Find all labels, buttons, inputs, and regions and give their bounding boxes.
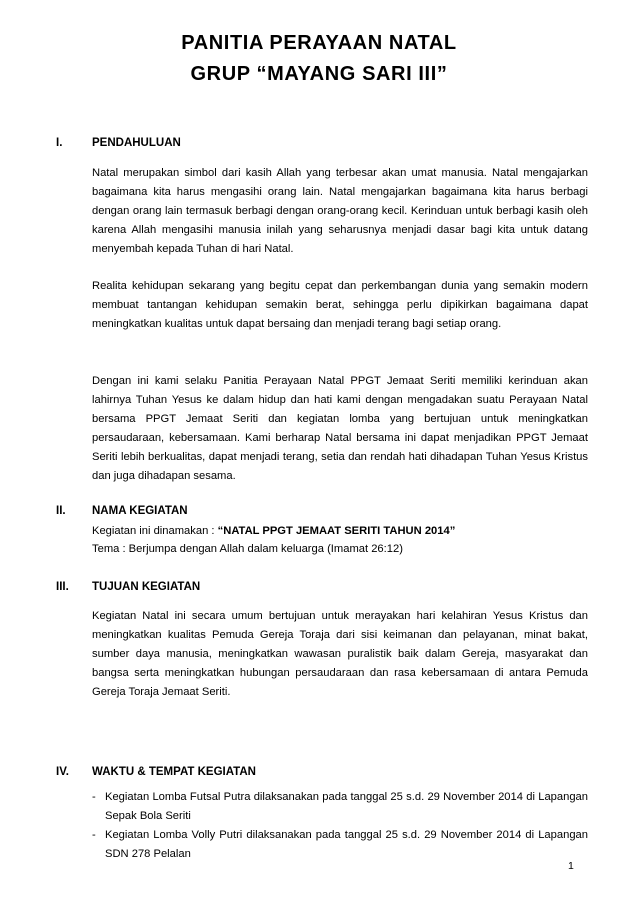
bullet-dash: - <box>92 791 96 803</box>
activity-theme: Tema : Berjumpa dengan Allah dalam keluarga (Imamat 26:12) <box>92 543 403 555</box>
page-number: 1 <box>568 860 574 872</box>
activity-name-value: “NATAL PPGT JEMAAT SERITI TAHUN 2014” <box>217 525 456 537</box>
list-item-text: Kegiatan Lomba Volly Putri dilaksanakan pada tanggal 25 s.d. 29 November 2014 di Lapangan SDN 278 Pelalan <box>105 829 588 860</box>
paragraph: Natal merupakan simbol dari kasih Allah yang terbesar akan umat manusia. Natal mengajarkan bagaimana kita harus mengasihi orang lain. Natal mengajarkan bagaimana kita harus berbagi dengan orang lain termasuk berbagi dengan orang-orang kecil. Kerinduan untuk berbagi kasih oleh karena Allah mengasihi manusia inilah yang seharusnya menjadi dasar bagi kita untuk datang menyembah kepada Tuhan di hari Natal. <box>92 167 588 256</box>
paragraph: Kegiatan Natal ini secara umum bertujuan untuk merayakan hari kelahiran Yesus Kristus dan meningkatkan kualitas Pemuda Gereja Toraja dari sisi keimanan dan pelayanan, minat bakat, sumber daya manusia, meningkatkan wawasan puralistik baik dalam Gereja, masyarakat dan bangsa serta meningkatkan hubungan persaudaraan dan rasa kebersamaan di antara Pemuda Gereja Toraja Jemaat Seriti. <box>92 610 588 699</box>
activity-name-label: Kegiatan ini dinamakan : <box>92 525 218 537</box>
page-title-line2: GRUP “MAYANG SARI III” <box>190 63 448 85</box>
section-number: II. <box>56 505 66 517</box>
paragraph: Dengan ini kami selaku Panitia Perayaan Natal PPGT Jemaat Seriti memiliki kerinduan akan lahirnya Tuhan Yesus ke dalam hidup dan hati kami dengan mengadakan suatu Perayaan Natal bersama PPGT Jemaat Seriti dan kegiatan lomba yang bertujuan untuk meningkatkan persaudaraan, kebersamaan. Kami berharap Natal bersama ini dapat menjadikan PPGT Jemaat Seriti lebih berkualitas, dapat menjadi terang, setia dan rendah hati dihadapan Tuhan Yesus Kristus dan juga dihadapan sesama. <box>92 375 588 483</box>
section-heading-pendahuluan <box>56 137 181 149</box>
section-heading-tujuan-kegiatan <box>56 581 200 593</box>
list-item <box>92 826 588 864</box>
section-title: PENDAHULUAN <box>92 137 181 149</box>
section-heading-nama-kegiatan <box>56 505 188 517</box>
activity-name-line <box>92 525 455 537</box>
section-title: WAKTU & TEMPAT KEGIATAN <box>92 766 256 778</box>
bullet-dash: - <box>92 829 96 841</box>
paragraph: Realita kehidupan sekarang yang begitu cepat dan perkembangan dunia yang semakin modern membuat tantangan kehidupan semakin berat, sehingga perlu dipikirkan bagaimana dapat meningkatkan kualitas untuk dapat bersaing dan menjadi terang bagi setiap orang. <box>92 280 588 331</box>
section-number: III. <box>56 581 69 593</box>
list-item-text: Kegiatan Lomba Futsal Putra dilaksanakan pada tanggal 25 s.d. 29 November 2014 di Lapangan Sepak Bola Seriti <box>105 791 588 822</box>
list-item <box>92 788 588 826</box>
section-number: I. <box>56 137 63 149</box>
section-number: IV. <box>56 766 70 778</box>
page-title-line1: PANITIA PERAYAAN NATAL <box>181 32 457 54</box>
section-heading-waktu-tempat <box>56 766 256 778</box>
section-title: NAMA KEGIATAN <box>92 505 188 517</box>
section-title: TUJUAN KEGIATAN <box>92 581 201 593</box>
